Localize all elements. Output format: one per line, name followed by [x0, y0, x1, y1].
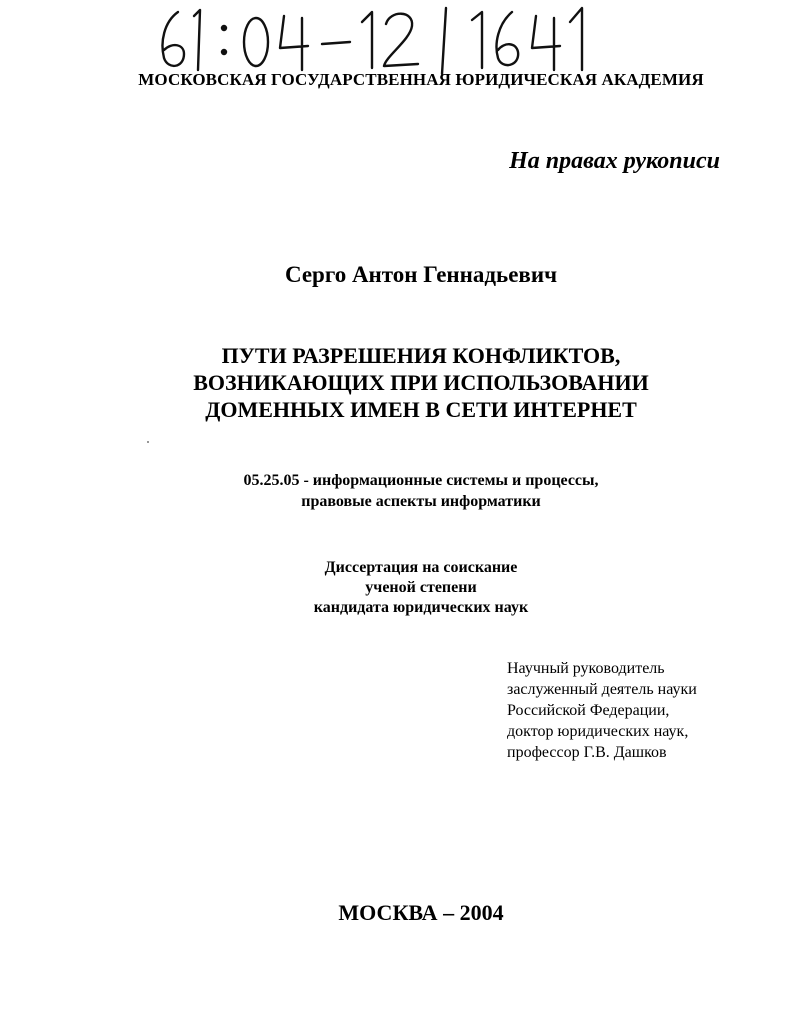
dissertation-title: [0, 342, 792, 423]
degree-line: кандидата юридических наук: [313, 599, 529, 616]
place-and-year: МОСКВА – 2004: [338, 900, 504, 925]
title-line: ВОЗНИКАЮЩИХ ПРИ ИСПОЛЬЗОВАНИИ: [193, 370, 649, 395]
supervisor-line: Научный руководитель: [507, 660, 665, 677]
title-line: ПУТИ РАЗРЕШЕНИЯ КОНФЛИКТОВ,: [221, 343, 621, 368]
supervisor-line: доктор юридических наук,: [507, 723, 689, 740]
supervisor-line: Российской Федерации,: [507, 702, 670, 719]
handwritten-catalog-number: [150, 4, 600, 76]
supervisor-line: профессор Г.В. Дашков: [507, 744, 667, 761]
specialty-line: 05.25.05 - информационные системы и процессы,: [243, 472, 599, 489]
degree-statement: [0, 558, 792, 618]
degree-line: Диссертация на соискание: [324, 559, 518, 576]
manuscript-rights-note: На правах рукописи: [509, 148, 720, 174]
scientific-supervisor: [507, 658, 697, 763]
author-name: Серго Антон Геннадьевич: [284, 262, 558, 287]
institution-name: МОСКОВСКАЯ ГОСУДАРСТВЕННАЯ ЮРИДИЧЕСКАЯ АКАДЕМИЯ: [138, 70, 704, 89]
scan-speck: [147, 441, 149, 443]
specialty-line: правовые аспекты информатики: [301, 493, 541, 510]
degree-line: ученой степени: [365, 579, 477, 596]
title-line: ДОМЕННЫХ ИМЕН В СЕТИ ИНТЕРНЕТ: [205, 397, 637, 422]
supervisor-line: заслуженный деятель науки: [507, 681, 697, 698]
specialty-code: [0, 470, 792, 512]
